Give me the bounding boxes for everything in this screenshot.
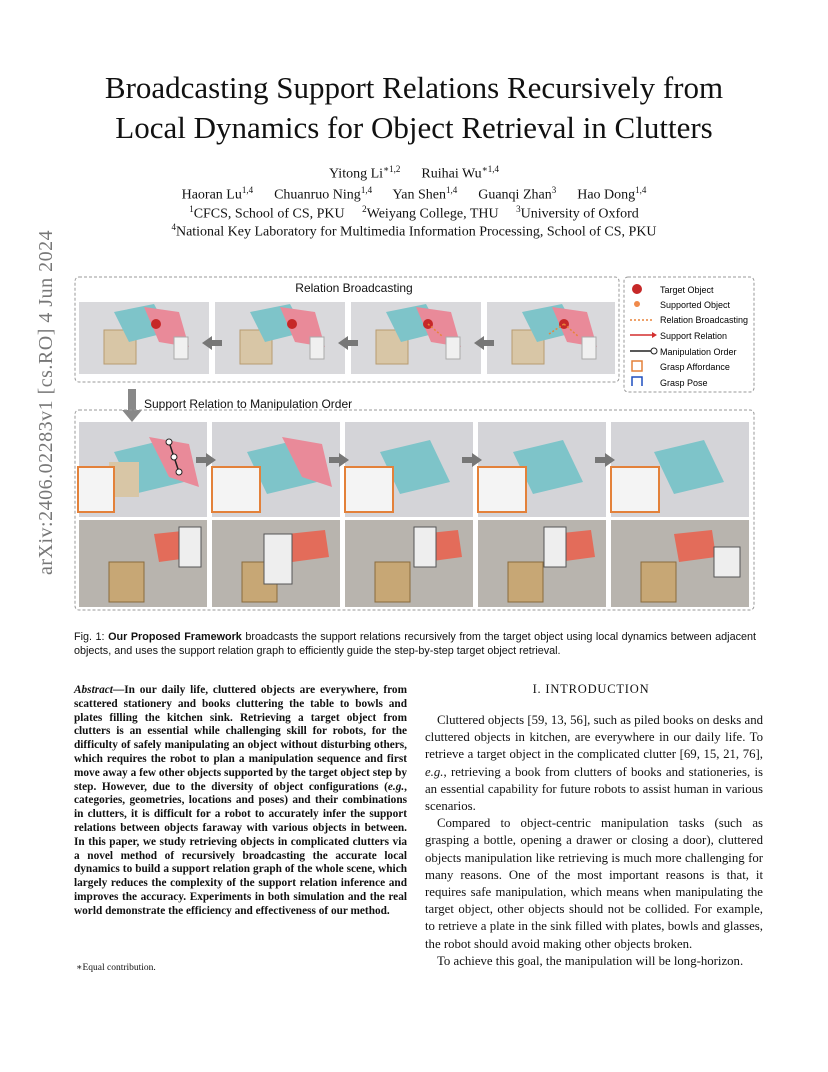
intro-text: Cluttered objects [59, 13, 56], such as piled books on desks and cluttered objects in kitchen, are everywhere in our daily life. To retrieve a target object in the complicated clutter [69, 15, 21, 76], [425, 713, 763, 762]
cup-object [310, 337, 324, 359]
intro-text: , retrieving a book from clutters of books and stationeries, is an essential capability for future robots to assist human in various scenarios. [425, 764, 763, 814]
target-marker [287, 319, 297, 329]
author-sup: 1,4 [445, 185, 458, 195]
affordance-inset [78, 467, 114, 512]
figure-caption [74, 630, 756, 658]
caption-text: broadcasts the support relations recursively from the target object using local dynamics between adjacent objects, and uses the support relation graph to efficiently guide the step-by-step target object retrieval. [74, 631, 756, 657]
legend-broadcast: Relation Broadcasting [660, 315, 749, 325]
abstract-label: Abstract [74, 684, 113, 696]
title-line-2: Local Dynamics for Object Retrieval in Clutters [115, 110, 713, 145]
footnote: ∗Equal contribution. [76, 963, 156, 973]
robot-arm [264, 534, 292, 584]
red-book [674, 530, 716, 562]
top-scene-panels [79, 302, 615, 374]
author-sup: 3 [551, 185, 557, 195]
aff-sup: 4 [171, 222, 176, 232]
author: Hao Dong [577, 187, 636, 203]
author-sup: 1,4 [241, 185, 254, 195]
real-frame [641, 562, 676, 602]
author: Ruihai Wu [421, 166, 482, 182]
author-sup: ∗1,4 [481, 164, 500, 174]
caption-bold: Our Proposed Framework [108, 631, 242, 643]
aff-sup: 1 [189, 204, 194, 214]
supported-object-icon [634, 301, 640, 307]
order-node [166, 439, 172, 445]
author-sup: 1,4 [635, 185, 647, 195]
affiliation: University of Oxford [520, 206, 639, 222]
intro-paragraph-3: To achieve this goal, the manipulation will be long-horizon. [437, 953, 744, 968]
target-object-icon [632, 284, 642, 294]
legend-supported: Supported Object [660, 300, 731, 310]
affiliation-line-2 [60, 218, 768, 242]
order-node [171, 454, 177, 460]
robot-arm [714, 547, 740, 577]
intro-paragraph-1 [425, 712, 763, 815]
aff-sup: 2 [362, 204, 367, 214]
author: Yan Shen [392, 187, 446, 203]
cup-object [174, 337, 188, 359]
affiliation: Weiyang College, THU [366, 206, 499, 222]
affordance-inset [478, 467, 526, 512]
affordance-inset [611, 467, 659, 512]
intro-body [425, 712, 763, 970]
simulation-row [78, 422, 749, 517]
intro-eg: e.g. [425, 764, 444, 779]
cup-object [582, 337, 596, 359]
framework-figure [74, 272, 756, 617]
affiliation: CFCS, School of CS, PKU [193, 206, 345, 222]
section-heading: I. INTRODUCTION [532, 682, 650, 696]
affordance-inset [212, 467, 260, 512]
real-frame [109, 562, 144, 602]
relation-broadcasting-label: Relation Broadcasting [295, 281, 413, 295]
target-marker [151, 319, 161, 329]
legend-target: Target Object [660, 285, 714, 295]
title-line-1: Broadcasting Support Relations Recursively from [104, 70, 724, 105]
abstract-eg: e.g. [387, 780, 405, 793]
legend-order: Manipulation Order [660, 347, 737, 357]
order-node-icon [651, 348, 657, 354]
down-arrow [122, 389, 142, 422]
manipulation-order-label: Support Relation to Manipulation Order [144, 397, 353, 411]
arxiv-identifier: arXiv:2406.02283v1 [cs.RO] 4 Jun 2024 [35, 229, 57, 575]
abstract [74, 684, 407, 919]
affordance-inset [345, 467, 393, 512]
legend-support: Support Relation [660, 331, 728, 341]
author: Yitong Li [328, 166, 384, 182]
affiliation: National Key Laboratory for Multimedia Information Processing, School of CS, PKU [175, 224, 657, 240]
abstract-text: —In our daily life, cluttered objects are everywhere, from scattered stationery and books cluttering the table to bowls and plates filling the kitchen sink. Retrieving a target object from clutters is an essential while challenging skill for robots, for the difficulty of safely manipulating an object without disturbing others, which requires the robot to plan a manipulation sequence and first move away a few other objects supported by the target object step by step. However, due to the diversity of object configurations ( [74, 684, 407, 793]
intro-paragraph-2: Compared to object-centric manipulation tasks (such as grasping a bottle, opening a drawer or closing a door), cluttered objects manipulation like retrieving is much more challenging for many reasons. One of the most important reasons is that, it requires safe manipulation, which means when manipulating the target object, other objects should not be collided. For example, to retrieve a plate in the sink filled with plates, bowls and glasses, the robot should avoid making other objects broken. [425, 816, 763, 951]
real-frame [375, 562, 410, 602]
robot-arm [414, 527, 436, 567]
author: Chuanruo Ning [274, 187, 361, 203]
robot-arm [179, 527, 201, 567]
author-sup: ∗1,2 [383, 164, 401, 174]
real-world-row [79, 520, 749, 607]
abstract-text: , categories, geometries, locations and poses) and their combinations in clutters, it is difficult for a robot to accurately infer the support relations between objects faraway with various objects in between. In this paper, we study retrieving objects in complicated clutters via a novel method of recursively broadcasting the accurate local dynamics to build a support relation graph of the whole scene, which largely reduces the complexity of the support relation inference and improves the accuracy. Experiments in both simulation and the real world demonstrate the efficiency and effectiveness of our method. [74, 780, 407, 917]
aff-sup: 3 [516, 204, 521, 214]
author-sup: 1,4 [360, 185, 373, 195]
scene-objects [104, 304, 597, 364]
robot-arm [544, 527, 566, 567]
legend-affordance: Grasp Affordance [660, 362, 730, 372]
order-node [176, 469, 182, 475]
red-book [287, 530, 329, 562]
legend [624, 277, 754, 392]
caption-label: Fig. 1: [74, 631, 105, 643]
legend-grasp: Grasp Pose [660, 378, 708, 388]
author: Haoran Lu [181, 187, 242, 203]
real-frame [508, 562, 543, 602]
paper-title [60, 68, 768, 148]
author: Guanqi Zhan [478, 187, 552, 203]
cup-object [446, 337, 460, 359]
